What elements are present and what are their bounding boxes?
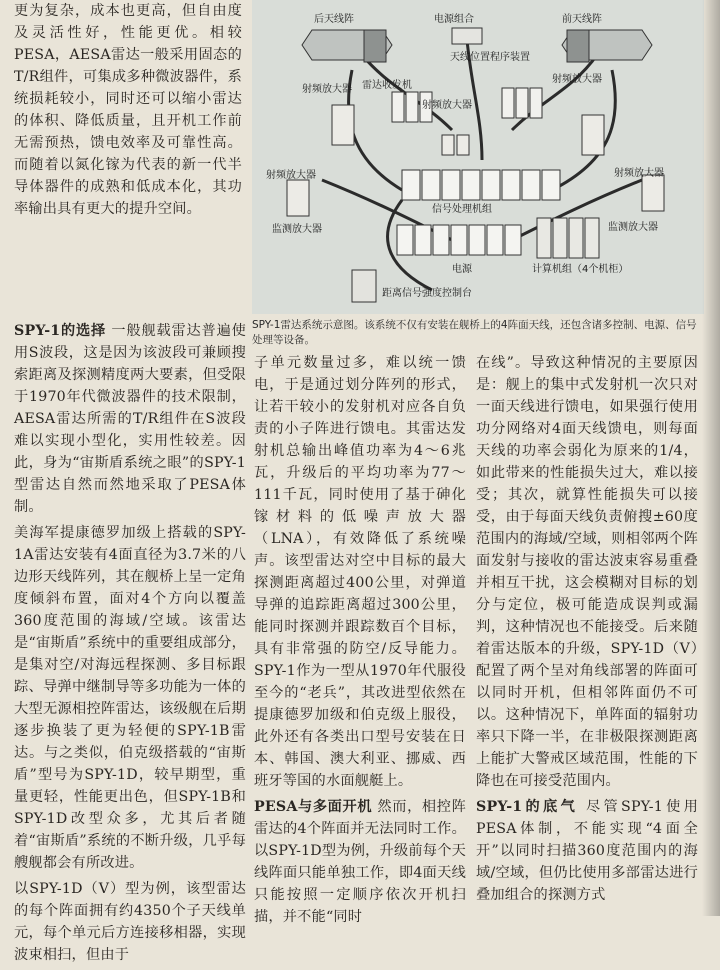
paragraph-text: 尽管SPY-1使用PESA体制，不能实现“4面全开”以同时扫描360度范围内的海域/空域，但仍比使用多部雷达进行叠加组合的探测方式 xyxy=(476,799,698,903)
figure-caption: SPY-1雷达系统示意图。该系统不仅有安装在舰桥上的4阵面天线，还包含诸多控制、电源、信号处理等设备。 xyxy=(252,319,697,346)
label-monitor-amp-right: 监测放大器 xyxy=(608,222,658,233)
front-antenna-array xyxy=(562,30,652,62)
paragraph xyxy=(476,796,698,906)
paragraph: 在线”。导致这种情况的主要原因是：舰上的集中式发射机一次只对一面天线进行馈电，如果强行使用功分网络对4面天线馈电，则每面天线的功率会弱化为原来的1/4，如此带来的性能损失过大，难以接受；其次，就算性能损失可以接受，由于每面天线负责俯搜±60度范围内的海域/空域，则相邻两个阵面发射与接收的雷达波束容易重叠并相互干扰，这会模糊对目标的划分与定位，极可能造成误判或漏判，这种情况也不能接受。后来随着雷达版本的升级，SPY-1D（V）配置了两个呈对角线部署的阵面可以同时开机，但相邻阵面仍不可以。这种情况下，单阵面的辐射功率只下降一半，在非极限探测距离上能扩大警戒区域范围，性能的下降也在可接受范围内。 xyxy=(476,355,698,789)
paragraph: 美海军提康德罗加级上搭载的SPY-1A雷达安装有4面直径为3.7米的八边形天线阵列，其在舰桥上呈一定角度倾斜布置，面对4个方向以覆盖360度范围的海域/空域。该雷达是“宙斯盾”系统中的重要组成部分，是集对空/对海远程探测、多目标跟踪、导弹中继制导等多功能为一体的大型无源相控阵雷达，该级舰在后期逐步换装了更为轻便的SPY-1B雷达。与之类似，伯克级搭载的“宙斯盾”型号为SPY-1D，较早期型，重量更轻，性能更出色，但SPY-1B和SPY-1D改型众多，尤其后者随着“宙斯盾”系统的不断升级，几乎每艘舰都会有所改进。 xyxy=(14,525,246,871)
diagram-svg xyxy=(252,0,704,314)
section-heading: SPY-1的选择 xyxy=(14,323,107,339)
label-computer-group: 计算机组（4个机柜） xyxy=(532,264,629,275)
paragraph-text: 然而，相控阵雷达的4个阵面并无法同时工作。以SPY-1D型为例，升级前每个天线阵面只能单独工作，即4面天线只能按照一定顺序依次开机扫描，并不能“同时 xyxy=(254,799,466,925)
label-rf-amp-left: 射频放大器 xyxy=(302,84,352,95)
text-column-left-top xyxy=(14,0,242,224)
spy1-system-diagram xyxy=(252,0,704,314)
label-monitor-amp-left: 监测放大器 xyxy=(272,224,322,235)
text-column-middle xyxy=(254,352,466,932)
paragraph: 更为复杂，成本也更高，但自由度及灵活性好，性能更优。相较PESA，AESA雷达一般采用固态的T/R组件，可集成多种微波器件，系统损耗较小，同时还可以缩小雷达的体积、降低质量，且开机工作前无需预热，馈电效率及可靠性高。而随着以氮化镓为代表的新一代半导体器件的成熟和低成本化，其功率输出具有更大的提升空间。 xyxy=(14,3,242,217)
label-rear-array: 后天线阵 xyxy=(314,14,354,25)
label-range-control: 距离信号强度控制台 xyxy=(382,288,472,299)
paragraph: 子单元数量过多，难以统一馈电，于是通过划分阵列的形式，让若干较小的发射机对应各自负责的小子阵进行馈电。其雷达发射机总输出峰值功率为4～6兆瓦，升级后的平均功率为77～111千瓦，同时使用了基于砷化镓材料的低噪声放大器（LNA），有效降低了系统噪声。该型雷达对空中目标的最大探测距离超过400公里，对弹道导弹的追踪距离超过300公里，能同时探测并跟踪数百个目标，具有非常强的防空/反导能力。SPY-1作为一型从1970年代服役至今的“老兵”，其改进型依然在提康德罗加级和伯克级上服役，此外还有各类出口型号安装在日本、韩国、澳大利亚、挪威、西班牙等国的水面舰艇上。 xyxy=(254,355,466,789)
paragraph: 以SPY-1D（V）型为例，该型雷达的每个阵面拥有约4350个子天线单元，每个单元后方连接移相器，实现波束相扫，但由于 xyxy=(14,881,246,963)
label-antenna-position: 天线位置程序装置 xyxy=(450,52,530,63)
label-rf-amp-center: 射频放大器 xyxy=(422,100,472,111)
label-power-supply: 电源 xyxy=(452,264,472,275)
rear-antenna-array xyxy=(302,30,392,62)
paragraph xyxy=(14,320,246,518)
section-heading: SPY-1的底气 xyxy=(476,799,579,815)
label-radar-transceiver: 雷达收发机 xyxy=(362,80,412,91)
signal-processor-row xyxy=(402,170,560,200)
section-heading: PESA与多面开机 xyxy=(254,799,373,815)
label-power-combiner: 电源组合 xyxy=(434,14,474,25)
paragraph-text: 一般舰载雷达普遍使用S波段，这是因为该波段可兼顾搜索距离及探测精度两大要素，但受限于1970年代微波器件的技术限制，AESA雷达所需的T/R组件在S波段难以实现小型化，实用性较差。因此，身为“宙斯盾系统之眼”的SPY-1型雷达自然而然地采取了PESA体制。 xyxy=(14,323,246,515)
paragraph xyxy=(254,796,466,928)
text-column-left xyxy=(14,320,246,970)
label-rf-amp-left2: 射频放大器 xyxy=(266,170,316,181)
range-control-console xyxy=(352,270,376,302)
power-combiner-box xyxy=(452,28,482,44)
label-signal-processor: 信号处理机组 xyxy=(432,204,492,215)
computer-cabinets xyxy=(537,218,599,258)
label-rf-amp-right: 射频放大器 xyxy=(552,74,602,85)
label-rf-amp-right2: 射频放大器 xyxy=(614,168,664,179)
text-column-right xyxy=(476,352,698,910)
page-edge-shadow xyxy=(702,0,720,916)
power-supply-row xyxy=(397,225,521,255)
label-front-array: 前天线阵 xyxy=(562,14,602,25)
